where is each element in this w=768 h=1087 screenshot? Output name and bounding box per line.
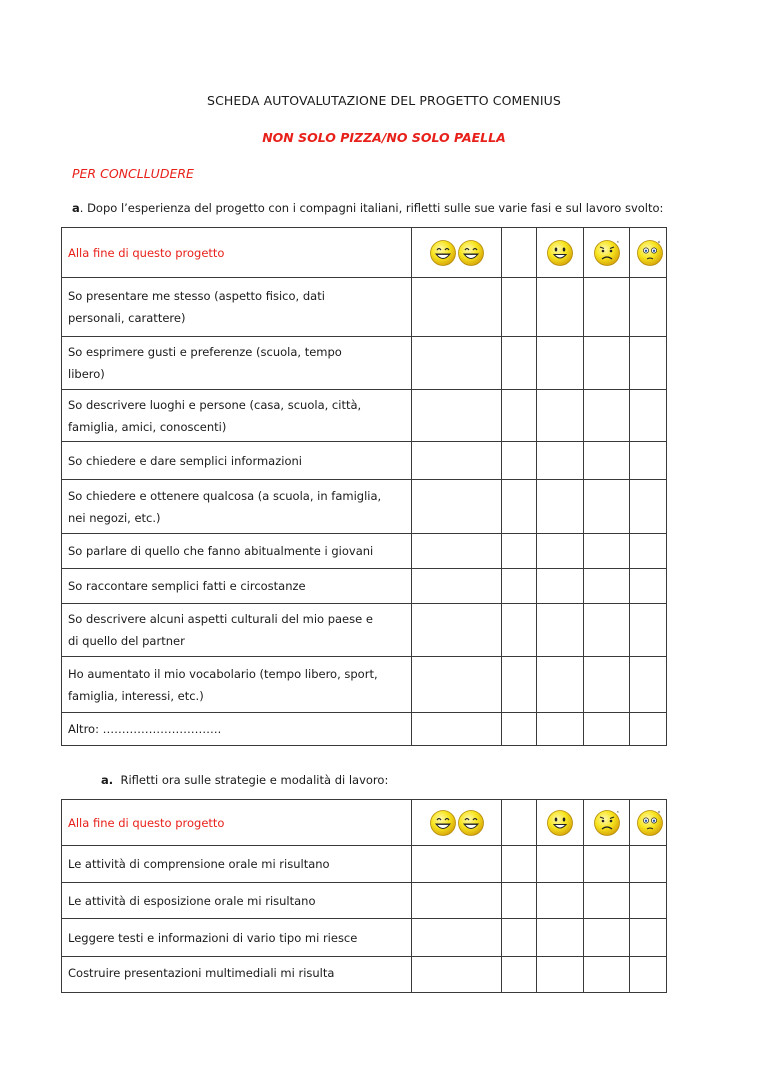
sad-smiley-icon <box>636 809 664 837</box>
table-row <box>62 604 667 657</box>
table1-header-worried <box>584 228 630 278</box>
part1-marker: a <box>72 201 80 215</box>
rating-cell[interactable] <box>537 278 584 337</box>
rating-cell[interactable] <box>412 278 502 337</box>
rating-cell[interactable] <box>630 390 667 442</box>
table2-header-row <box>62 800 667 846</box>
rating-cell[interactable] <box>502 919 537 957</box>
rating-cell[interactable] <box>537 337 584 390</box>
criterion-cell: Le attività di comprensione orale mi risultano <box>62 846 412 883</box>
rating-cell[interactable] <box>537 480 584 534</box>
happy-smiley-icon <box>546 239 574 267</box>
table-row <box>62 957 667 993</box>
rating-cell[interactable] <box>502 957 537 993</box>
rating-cell[interactable] <box>584 713 630 746</box>
rating-cell[interactable] <box>630 534 667 569</box>
document-title: SCHEDA AUTOVALUTAZIONE DEL PROGETTO COMENIUS <box>207 93 561 108</box>
rating-cell[interactable] <box>630 569 667 604</box>
table2-header-very-happy <box>412 800 502 846</box>
rating-cell[interactable] <box>412 569 502 604</box>
table2-header-happy <box>537 800 584 846</box>
rating-cell[interactable] <box>584 919 630 957</box>
rating-cell[interactable] <box>584 883 630 919</box>
criterion-cell: Costruire presentazioni multimediali mi risulta <box>62 957 412 993</box>
rating-cell[interactable] <box>502 442 537 480</box>
very-happy-smiley-icon <box>457 809 485 837</box>
table-row <box>62 569 667 604</box>
rating-cell[interactable] <box>412 846 502 883</box>
part2-marker: a. <box>101 773 114 787</box>
table2-header-sad <box>630 800 667 846</box>
rating-cell[interactable] <box>630 657 667 713</box>
table-row <box>62 390 667 442</box>
criterion-cell: So descrivere alcuni aspetti culturali del mio paese e di quello del partner <box>62 604 412 657</box>
rating-cell[interactable] <box>502 480 537 534</box>
table-row <box>62 534 667 569</box>
criterion-cell: Ho aumentato il mio vocabolario (tempo libero, sport, famiglia, interessi, etc.) <box>62 657 412 713</box>
table-row <box>62 480 667 534</box>
table1-header-label: Alla fine di questo progetto <box>62 228 412 278</box>
rating-cell[interactable] <box>412 480 502 534</box>
rating-cell[interactable] <box>584 569 630 604</box>
rating-cell[interactable] <box>502 846 537 883</box>
rating-cell[interactable] <box>630 604 667 657</box>
rating-cell[interactable] <box>584 390 630 442</box>
rating-cell[interactable] <box>584 278 630 337</box>
rating-cell[interactable] <box>537 713 584 746</box>
rating-cell[interactable] <box>537 534 584 569</box>
criterion-cell: So presentare me stesso (aspetto fisico, dati personali, carattere) <box>62 278 412 337</box>
rating-cell[interactable] <box>412 919 502 957</box>
sad-smiley-icon <box>636 239 664 267</box>
table-row <box>62 657 667 713</box>
rating-cell[interactable] <box>630 442 667 480</box>
table-row <box>62 846 667 883</box>
table2-header-label: Alla fine di questo progetto <box>62 800 412 846</box>
rating-cell[interactable] <box>630 713 667 746</box>
table1-header-sad <box>630 228 667 278</box>
rating-cell[interactable] <box>584 534 630 569</box>
table-row <box>62 919 667 957</box>
table-row <box>62 442 667 480</box>
criterion-cell: So raccontare semplici fatti e circostanze <box>62 569 412 604</box>
rating-cell[interactable] <box>584 846 630 883</box>
rating-cell[interactable] <box>412 883 502 919</box>
rating-cell[interactable] <box>502 534 537 569</box>
document-subtitle: NON SOLO PIZZA/NO SOLO PAELLA <box>262 130 506 145</box>
rating-cell[interactable] <box>584 957 630 993</box>
rating-cell[interactable] <box>630 957 667 993</box>
criterion-cell: Leggere testi e informazioni di vario tipo mi riesce <box>62 919 412 957</box>
rating-cell[interactable] <box>412 657 502 713</box>
rating-cell[interactable] <box>537 390 584 442</box>
very-happy-smiley-icon <box>429 239 457 267</box>
rating-cell[interactable] <box>537 442 584 480</box>
rating-cell[interactable] <box>412 604 502 657</box>
rating-cell[interactable] <box>502 657 537 713</box>
rating-cell[interactable] <box>412 442 502 480</box>
rating-cell[interactable] <box>412 337 502 390</box>
table1-header-happy <box>537 228 584 278</box>
rating-cell[interactable] <box>630 919 667 957</box>
criterion-cell: Altro: …………………………. <box>62 713 412 746</box>
rating-cell[interactable] <box>412 534 502 569</box>
rating-cell[interactable] <box>502 713 537 746</box>
criterion-cell: Le attività di esposizione orale mi risultano <box>62 883 412 919</box>
self-assessment-table-2 <box>61 799 667 993</box>
rating-cell[interactable] <box>630 337 667 390</box>
rating-cell[interactable] <box>584 604 630 657</box>
table-row <box>62 883 667 919</box>
part2-instruction-text: Rifletti ora sulle strategie e modalità di lavoro: <box>120 773 389 787</box>
rating-cell[interactable] <box>537 846 584 883</box>
table2-header-worried <box>584 800 630 846</box>
rating-cell[interactable] <box>502 278 537 337</box>
part1-instruction-text: . Dopo l’esperienza del progetto con i compagni italiani, rifletti sulle sue varie fasi e sul lavoro svolto: <box>79 201 664 215</box>
rating-cell[interactable] <box>584 337 630 390</box>
criterion-cell: So parlare di quello che fanno abitualmente i giovani <box>62 534 412 569</box>
rating-cell[interactable] <box>502 883 537 919</box>
part2-instruction <box>101 773 388 787</box>
table1-header-very-happy <box>412 228 502 278</box>
very-happy-smiley-icon <box>429 809 457 837</box>
criterion-cell: So chiedere e dare semplici informazioni <box>62 442 412 480</box>
rating-cell[interactable] <box>537 604 584 657</box>
criterion-cell: So descrivere luoghi e persone (casa, scuola, città, famiglia, amici, conoscenti) <box>62 390 412 442</box>
criterion-cell: So esprimere gusti e preferenze (scuola, tempo libero) <box>62 337 412 390</box>
rating-cell[interactable] <box>537 657 584 713</box>
rating-cell[interactable] <box>502 390 537 442</box>
rating-cell[interactable] <box>584 442 630 480</box>
rating-cell[interactable] <box>537 957 584 993</box>
very-happy-smiley-icon <box>457 239 485 267</box>
rating-cell[interactable] <box>537 569 584 604</box>
rating-cell[interactable] <box>537 883 584 919</box>
rating-cell[interactable] <box>584 480 630 534</box>
self-assessment-table-1 <box>61 227 667 746</box>
happy-smiley-icon <box>546 809 574 837</box>
section-heading: PER CONCLLUDERE <box>72 166 194 181</box>
worried-smiley-icon <box>593 239 621 267</box>
rating-cell[interactable] <box>584 657 630 713</box>
table1-header-row <box>62 228 667 278</box>
rating-cell[interactable] <box>502 337 537 390</box>
table-row <box>62 337 667 390</box>
rating-cell[interactable] <box>537 919 584 957</box>
rating-cell[interactable] <box>412 390 502 442</box>
criterion-cell: So chiedere e ottenere qualcosa (a scuola, in famiglia, nei negozi, etc.) <box>62 480 412 534</box>
rating-cell[interactable] <box>502 604 537 657</box>
rating-cell[interactable] <box>412 957 502 993</box>
rating-cell[interactable] <box>630 846 667 883</box>
rating-cell[interactable] <box>630 480 667 534</box>
worried-smiley-icon <box>593 809 621 837</box>
part1-instruction <box>72 201 692 215</box>
table-row <box>62 278 667 337</box>
rating-cell[interactable] <box>502 569 537 604</box>
rating-cell[interactable] <box>412 713 502 746</box>
table-row <box>62 713 667 746</box>
rating-cell[interactable] <box>630 883 667 919</box>
rating-cell[interactable] <box>630 278 667 337</box>
